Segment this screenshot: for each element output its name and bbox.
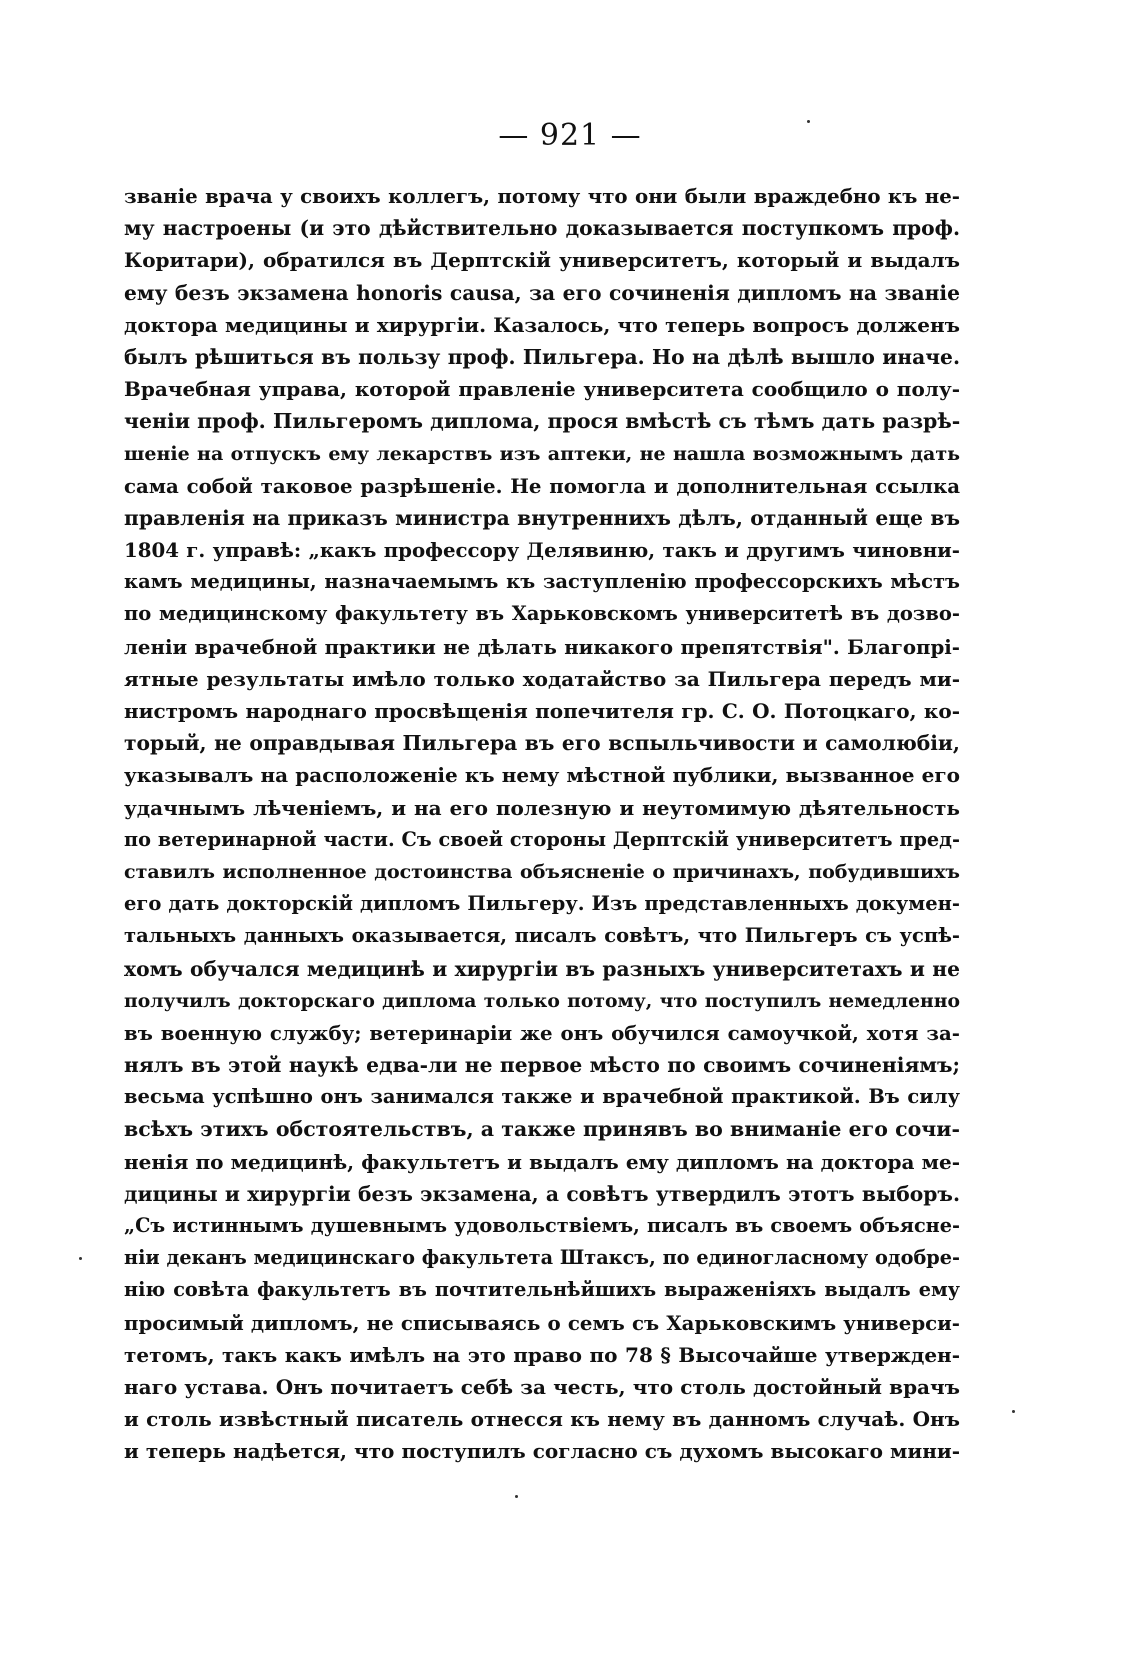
text-line: въ военную службу; ветеринаріи же онъ обучился самоучкой, хотя за- <box>124 1020 960 1045</box>
text-line: 1804 г. управѣ: „какъ профессору Делявиню, такъ и другимъ чиновни- <box>124 538 960 563</box>
text-line: по медицинскому факультету въ Харьковскомъ университетѣ въ дозво- <box>124 602 960 626</box>
ink-speck <box>1012 1410 1015 1413</box>
text-line: леніи врачебной практики не дѣлать никакого препятствія". Благопрі- <box>124 634 960 659</box>
text-line: ставилъ исполненное достоинства объясненіе о причинахъ, побудившихъ <box>124 860 960 883</box>
text-line: ніи деканъ медицинскаго факультета Штаксъ, по единогласному одобре- <box>124 1246 960 1270</box>
text-line: по ветеринарной части. Съ своей стороны Дерптскій университетъ пред- <box>124 827 960 851</box>
text-line: Врачебная управа, которой правленіе университета сообщило о полу- <box>124 377 960 402</box>
page-number: — 921 — <box>498 118 642 153</box>
text-line: ему безъ экзамена honoris causa, за его сочиненія дипломъ на званіе <box>124 280 960 305</box>
text-line: хомъ обучался медицинѣ и хирургіи въ разныхъ университетахъ и не <box>124 956 960 981</box>
text-line: и столь извѣстный писатель отнесся къ нему въ данномъ случаѣ. Онъ <box>124 1407 960 1432</box>
text-line: ченіи проф. Пильгеромъ диплома, прося вмѣстѣ съ тѣмъ дать разрѣ- <box>124 409 960 434</box>
text-line: его дать докторскій дипломъ Пильгеру. Изъ представленныхъ докумен- <box>124 892 960 916</box>
text-line: весьма успѣшно онъ занимался также и врачебной практикой. Въ силу <box>124 1085 960 1109</box>
text-line: торый, не оправдывая Пильгера въ его вспыльчивости и самолюбіи, <box>124 731 960 756</box>
body-text <box>124 180 960 1468</box>
text-line: званіе врача у своихъ коллегъ, потому что они были враждебно къ не- <box>124 184 960 208</box>
text-line: шеніе на отпускъ ему лекарствъ изъ аптеки, не нашла возможнымъ дать <box>124 442 960 465</box>
text-line: всѣхъ этихъ обстоятельствъ, а также принявъ во вниманіе его сочи- <box>124 1117 960 1142</box>
text-line: указывалъ на расположеніе къ нему мѣстной публики, вызванное его <box>124 763 960 788</box>
text-line: тетомъ, такъ какъ имѣлъ на это право по 78 § Высочайше утвержден- <box>124 1342 960 1367</box>
text-line: ятные результаты имѣло только ходатайство за Пильгера передъ ми- <box>124 666 960 691</box>
text-line: Коритари), обратился въ Дерптскій университетъ, который и выдалъ <box>124 248 960 273</box>
text-line: получилъ докторскаго диплома только потому, что поступилъ немедленно <box>124 989 960 1012</box>
text-line: сама собой таковое разрѣшеніе. Не помогла и дополнительная ссылка <box>124 473 960 498</box>
text-line: нялъ въ этой наукѣ едва-ли не первое мѣсто по своимъ сочиненіямъ; <box>124 1053 960 1078</box>
text-line: му настроены (и это дѣйствительно доказывается поступкомъ проф. <box>124 216 960 241</box>
text-line: дицины и хирургіи безъ экзамена, а совѣтъ утвердилъ этотъ выборъ. <box>124 1181 960 1206</box>
text-line: былъ рѣшиться въ пользу проф. Пильгера. Но на дѣлѣ вышло иначе. <box>124 344 960 369</box>
ink-speck <box>807 120 810 123</box>
text-line: просимый дипломъ, не списываясь о семъ съ Харьковскимъ универси- <box>124 1310 960 1335</box>
text-line: удачнымъ лѣченіемъ, и на его полезную и неутомимую дѣятельность <box>124 795 960 820</box>
text-line: тальныхъ данныхъ оказывается, писалъ совѣтъ, что Пильгеръ съ успѣ- <box>124 924 960 948</box>
text-line: нію совѣта факультетъ въ почтительнѣйшихъ выраженіяхъ выдалъ ему <box>124 1278 960 1302</box>
text-line: и теперь надѣется, что поступилъ согласно съ духомъ высокаго мини- <box>124 1439 960 1464</box>
text-line: наго устава. Онъ почитаетъ себѣ за честь, что столь достойный врачъ <box>124 1374 960 1399</box>
ink-speck <box>79 1257 82 1260</box>
text-line: доктора медицины и хирургіи. Казалось, что теперь вопросъ долженъ <box>124 312 960 337</box>
text-line: „Съ истиннымъ душевнымъ удовольствіемъ, писалъ въ своемъ объясне- <box>124 1214 960 1237</box>
text-line: правленія на приказъ министра внутреннихъ дѣлъ, отданный еще въ <box>124 505 960 530</box>
text-line: нистромъ народнаго просвѣщенія попечителя гр. С. О. Потоцкаго, ко- <box>124 699 960 723</box>
text-line: ненія по медицинѣ, факультетъ и выдалъ ему дипломъ на доктора ме- <box>124 1149 960 1174</box>
ink-speck <box>515 1495 518 1498</box>
text-line: камъ медицины, назначаемымъ къ заступленію профессорскихъ мѣстъ <box>124 570 960 594</box>
